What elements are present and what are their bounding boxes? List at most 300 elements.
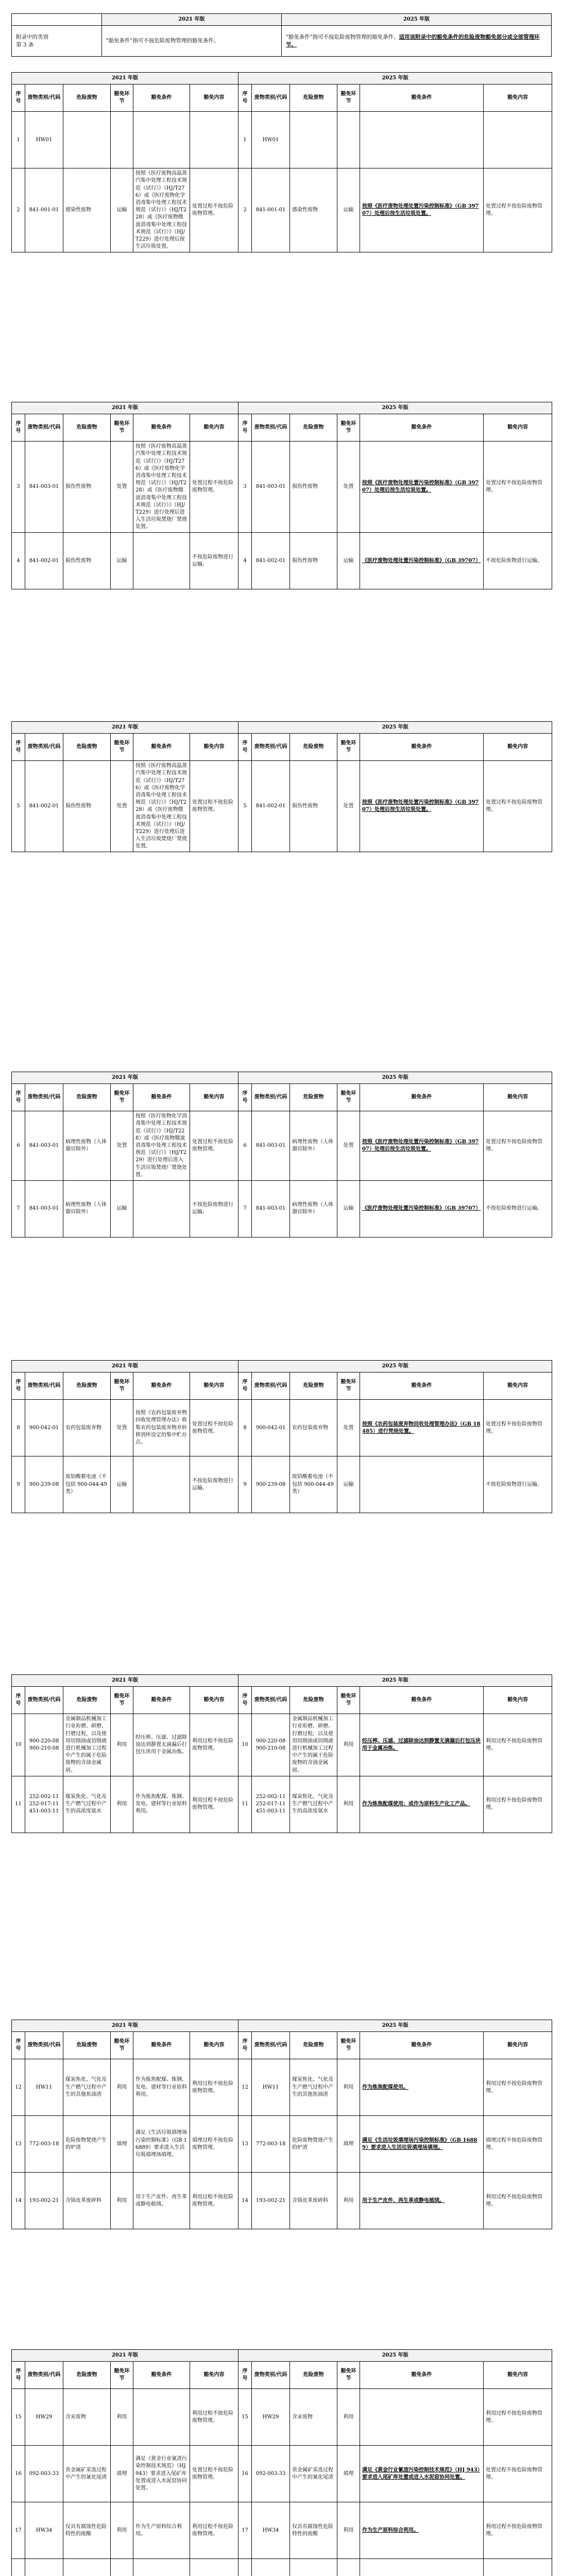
- cell-condition: 按照《医疗废物化学消毒集中处理工程技术规范（试行）》（HJ/T228）或《医疗废物微波消毒集中处理工程技术规范（试行）》（HJ/T229）进行处理后进入生活垃圾焚烧厂焚烧处置。: [133, 1111, 190, 1181]
- cell-condition: 用于生产皮件、再生革或静电植绒。: [133, 2173, 190, 2229]
- cell-stage-new: 运输: [337, 1180, 360, 1237]
- column-header: 豁免条件: [133, 1687, 190, 1714]
- cell-content: 利用过程不按危险废物管理。: [190, 2059, 238, 2116]
- cell-condition: 按照《医疗废物高温蒸汽集中处理工程技术规范（试行）》（HJ/T276）或《医疗废物化学消毒集中处理工程技术规范（试行）》（HJ/T228）或《医疗废物微波消毒集中处理工程技术规范（试行）》（HJ/T229）进行处理后按生活垃圾处置。: [133, 168, 190, 252]
- cell-condition-new: 按照《医疗废物处理处置污染控制标准》（GB 39707）处理后按生活垃圾处置。: [360, 761, 484, 852]
- cell-content: 不按危险废物进行运输。: [190, 1456, 238, 1513]
- table-row: [12, 168, 552, 252]
- cell-seq-new: 3: [238, 442, 252, 533]
- cell-stage: 运输: [111, 1456, 133, 1513]
- cell-seq: 7: [12, 1180, 25, 1237]
- column-header: 危险废物: [290, 1372, 337, 1400]
- cell-content: 填埋过程不按危险废物管理。: [190, 2116, 238, 2173]
- cell-code: 841-003-01: [25, 1111, 63, 1181]
- cell-stage: 利用: [111, 1714, 133, 1776]
- cell-condition: 按照《医疗废物高温蒸汽集中处理工程技术规范（试行）》（HJ/T276）或《医疗废物化学消毒集中处理工程技术规范（试行）》（HJ/T228）或《医疗废物微波消毒集中处理工程技术规范（试行）》（HJ/T229）进行处理后进入生活垃圾焚烧厂焚烧处置。: [133, 442, 190, 533]
- cell-content: 处置过程不按危险废物管理。: [190, 2446, 238, 2502]
- column-header: 废物类别/代码: [252, 2362, 290, 2389]
- cell-seq-new: 5: [238, 761, 252, 852]
- column-header: 危险废物: [63, 84, 111, 112]
- cell-code: HW34: [25, 2502, 63, 2559]
- cell-seq: 5: [12, 761, 25, 852]
- cell-condition: 作为炼焦配煤、炼钢、发电、建材等行业原料利用。: [133, 1776, 190, 1833]
- cell-waste-new: 含铬皮革废碎料: [290, 2173, 337, 2229]
- column-header: 豁免条件: [360, 734, 484, 761]
- year-header-row: [12, 2350, 552, 2362]
- column-header: 豁免环节: [111, 734, 133, 761]
- table-row: [12, 2446, 552, 2502]
- intro-table: [11, 13, 552, 57]
- cell-waste: 煤炭焦化、气化及生产燃气过程中产生的其他焦油渣: [63, 2059, 111, 2116]
- cell-waste-new: 废铅酸蓄电池（不包括 900-044-49 类）: [290, 1456, 337, 1513]
- year-right: 2025 年版: [238, 1361, 552, 1372]
- column-header: 豁免内容: [484, 1372, 552, 1400]
- year-header-row: [12, 14, 552, 26]
- table-row: [12, 1456, 552, 1513]
- cell-condition: 按照《医疗废物高温蒸汽集中处理工程技术规范（试行）》（HJ/T276）或《医疗废物化学消毒集中处理工程技术规范（试行）》（HJ/T228）或《医疗废物微波消毒集中处理工程技术规范（试行）》（HJ/T229）进行处理后进入生活垃圾焚烧厂焚烧处置。: [133, 761, 190, 852]
- cell-seq-new: 4: [238, 533, 252, 589]
- cell-content-new: 利用过程不按危险废物管理。: [484, 2389, 552, 2446]
- cell-condition: 经压榨、压滤、过滤除油达到静置无滴漏后打包压块用于金属冶炼。: [133, 1714, 190, 1776]
- cell-content: 利用过程不按危险废物管理。: [190, 2389, 238, 2446]
- column-header: 豁免条件: [133, 84, 190, 112]
- cell-seq-new: 8: [238, 1400, 252, 1456]
- column-header: 豁免条件: [360, 1084, 484, 1111]
- cell-condition-new: 经压榨、压滤、过滤除油达到静置无滴漏后打包压块用于金属冶炼。: [360, 1714, 484, 1776]
- column-header: 序号: [238, 1687, 252, 1714]
- cell-stage: 利用: [111, 2059, 133, 2116]
- intro-right-text: "豁免条件"指可不按危险废物管理的豁免条件。: [285, 33, 399, 40]
- cell-stage-new: 利用: [337, 1714, 360, 1776]
- column-header: 废物类别/代码: [252, 2032, 290, 2059]
- column-header: 豁免环节: [111, 2032, 133, 2059]
- cell-code: 900-239-08: [25, 1456, 63, 1513]
- column-header: 豁免条件: [133, 1372, 190, 1400]
- column-header: 豁免条件: [133, 734, 190, 761]
- column-header: 豁免环节: [337, 2362, 360, 2389]
- column-header: 豁免环节: [111, 414, 133, 442]
- column-header: 豁免环节: [337, 734, 360, 761]
- cell-stage-new: 处置: [337, 761, 360, 852]
- column-header: 废物类别/代码: [252, 414, 290, 442]
- cell-waste-new: 煤炭焦化、气化及生产燃气过程中产生的高浓度氨水: [290, 1776, 337, 1833]
- cell-seq: 12: [12, 2059, 25, 2116]
- cell-content-new: 不按危险废物进行运输。: [484, 1456, 552, 1513]
- cell-content: 处置过程不按危险废物管理。: [190, 442, 238, 533]
- cell-waste: 损伤性废物: [63, 442, 111, 533]
- cell-stage-new: 处置: [337, 1111, 360, 1181]
- table-row: [12, 2116, 552, 2173]
- intro-right: [281, 26, 551, 57]
- column-header: 序号: [12, 414, 25, 442]
- column-header: 豁免内容: [190, 84, 238, 112]
- cell-content: 利用过程不按危险废物管理。: [190, 1714, 238, 1776]
- cell-waste-new: 煤炭焦化、气化及生产燃气过程中产生的其他焦油渣: [290, 2059, 337, 2116]
- cell-waste: 贵金属矿采选过程中产生的氰化尾渣: [63, 2446, 111, 2502]
- intro-left-label: 附录中的类别 第 3 条: [12, 26, 102, 57]
- column-header: 危险废物: [63, 1372, 111, 1400]
- cell-code: 841-003-01: [25, 1180, 63, 1237]
- column-header: 豁免条件: [360, 414, 484, 442]
- cell-condition-new: 满足《生活垃圾填埋场污染控制标准》（GB 16889）要求进入生活垃圾填埋场填埋。: [360, 2116, 484, 2173]
- table-row: [12, 112, 552, 168]
- column-header: 危险废物: [290, 734, 337, 761]
- column-header: 废物类别/代码: [25, 2362, 63, 2389]
- column-header-row: [12, 2032, 552, 2059]
- column-header-row: [12, 734, 552, 761]
- cell-waste-new: [290, 112, 337, 168]
- cell-condition: 按照《农药包装废弃物回收处理管理办法》收集农药包装废弃物并转移到所设定的集中贮存点。: [133, 1400, 190, 1456]
- column-header: 豁免条件: [360, 1687, 484, 1714]
- table-row: [12, 442, 552, 533]
- table-row: [12, 2389, 552, 2446]
- exemption-table: [11, 1072, 552, 1238]
- column-header: 序号: [12, 734, 25, 761]
- cell-waste: 危险废物焚烧产生的炉渣: [63, 2116, 111, 2173]
- cell-stage: 利用: [111, 2389, 133, 2446]
- cell-condition: 作为炼焦配煤、炼钢、发电、建材等行业原料利用。: [133, 2059, 190, 2116]
- cell-code: 092-003-33: [25, 2446, 63, 2502]
- cell-condition-new: 作为炼焦配煤使用。: [360, 2059, 484, 2116]
- column-header: 豁免环节: [337, 1372, 360, 1400]
- column-header: 废物类别/代码: [25, 1084, 63, 1111]
- cell-content-new: 利用过程不按危险废物管理。: [484, 2502, 552, 2559]
- column-header: 豁免内容: [484, 734, 552, 761]
- cell-waste: 农药包装废弃物: [63, 1400, 111, 1456]
- column-header: 废物类别/代码: [25, 1372, 63, 1400]
- table-row: [12, 1776, 552, 1833]
- exemption-table: [11, 1674, 552, 1833]
- cell-code: 900-042-01: [25, 1400, 63, 1456]
- column-header: 豁免内容: [190, 734, 238, 761]
- column-header-row: [12, 2362, 552, 2389]
- cell-condition-new: 《医疗废物处理处置污染控制标准》（GB 39707）: [360, 1180, 484, 1237]
- cell-seq-new: 15: [238, 2389, 252, 2446]
- exemption-table: [11, 721, 552, 852]
- cell-content-new: [484, 112, 552, 168]
- exemption-table: [11, 402, 552, 589]
- column-header: 废物类别/代码: [25, 2032, 63, 2059]
- year-right: 2025 年版: [238, 73, 552, 84]
- cell-code-new: 193-002-21: [252, 2173, 290, 2229]
- column-header: 废物类别/代码: [252, 1687, 290, 1714]
- exemption-table: [11, 2349, 552, 2576]
- cell-condition: [133, 1456, 190, 1513]
- cell-waste-new: 病理性废物（人体器官除外）: [290, 1111, 337, 1181]
- cell-stage-new: 利用: [337, 2059, 360, 2116]
- cell-content: 利用过程不按危险废物管理。: [190, 1776, 238, 1833]
- cell-waste: 煤炭焦化、气化及生产燃气过程中产生的高浓度氨水: [63, 1776, 111, 1833]
- cell-content: 利用过程不按危险废物管理。: [190, 2173, 238, 2229]
- cell-stage: 填埋: [111, 2446, 133, 2502]
- cell-seq: 9: [12, 1456, 25, 1513]
- column-header: 危险废物: [63, 1687, 111, 1714]
- cell-content-new: 处置过程不按危险废物管理。: [484, 2446, 552, 2502]
- cell-condition: [133, 112, 190, 168]
- cell-stage-new: [337, 2559, 360, 2576]
- column-header: 废物类别/代码: [252, 1084, 290, 1111]
- year-header-row: [12, 1675, 552, 1687]
- column-header: 豁免环节: [111, 84, 133, 112]
- year-left-spacer: [12, 14, 102, 26]
- column-header: 豁免环节: [337, 1687, 360, 1714]
- column-header: 序号: [12, 1372, 25, 1400]
- table-row: [12, 2502, 552, 2559]
- cell-stage: 处置: [111, 442, 133, 533]
- cell-waste-new: 危险废物焚烧产生的炉渣: [290, 2116, 337, 2173]
- cell-waste: 金属制品机械加工行业珩磨、研磨、打磨过程，以及使用切削油或切削液进行机械加工过程中产生的属于危险废物的含油金属屑。: [63, 1714, 111, 1776]
- cell-stage: [111, 2559, 133, 2576]
- cell-waste-new: 仅具有腐蚀性危险特性的废酸: [290, 2502, 337, 2559]
- cell-code: 252-002-11 252-017-11 451-003-11: [25, 1776, 63, 1833]
- cell-code-new: 900-239-08: [252, 1456, 290, 1513]
- column-header: 豁免条件: [360, 84, 484, 112]
- column-header: 序号: [238, 1084, 252, 1111]
- cell-stage: 利用: [111, 2502, 133, 2559]
- column-header: 危险废物: [63, 2362, 111, 2389]
- cell-seq-new: 17: [238, 2502, 252, 2559]
- column-header: 豁免环节: [111, 1687, 133, 1714]
- column-header: 废物类别/代码: [25, 84, 63, 112]
- cell-content-new: 处置过程不按危险废物管理。: [484, 168, 552, 252]
- cell-stage: 利用: [111, 2173, 133, 2229]
- cell-code-new: 841-003-01: [252, 1180, 290, 1237]
- cell-waste: 含汞废物: [63, 2389, 111, 2446]
- cell-seq-new: 10: [238, 1714, 252, 1776]
- table-row: [12, 2173, 552, 2229]
- cell-code: [25, 2559, 63, 2576]
- cell-condition: [133, 1180, 190, 1237]
- cell-waste-new: 损伤性废物: [290, 533, 337, 589]
- cell-code-new: 841-002-01: [252, 761, 290, 852]
- cell-seq: 8: [12, 1400, 25, 1456]
- column-header: 废物类别/代码: [252, 84, 290, 112]
- cell-waste: [63, 112, 111, 168]
- cell-seq-new: [238, 2559, 252, 2576]
- cell-condition-new: 满足《黄金行业氰渣污染控制技术规范》（HJ 943）要求进入尾矿库处置或进入水泥窑协同处置。: [360, 2446, 484, 2502]
- cell-content-new: 处置过程不按危险废物管理。: [484, 442, 552, 533]
- column-header: 豁免内容: [190, 2032, 238, 2059]
- column-header: 序号: [12, 2362, 25, 2389]
- cell-code-new: 252-002-11 252-017-11 451-003-11: [252, 1776, 290, 1833]
- column-header: 豁免内容: [484, 2362, 552, 2389]
- column-header: 危险废物: [290, 84, 337, 112]
- cell-waste: 损伤性废物: [63, 761, 111, 852]
- column-header: 序号: [238, 2032, 252, 2059]
- cell-waste-new: 感染性废物: [290, 168, 337, 252]
- cell-stage: 运输: [111, 1180, 133, 1237]
- cell-waste-new: 含汞废物: [290, 2389, 337, 2446]
- year-right: 2025 年版: [281, 14, 551, 26]
- cell-code-new: HW34: [252, 2502, 290, 2559]
- column-header: 豁免内容: [190, 414, 238, 442]
- exemption-table: [11, 2020, 552, 2229]
- cell-waste-new: 金属制品机械加工行业珩磨、研磨、打磨过程，以及使用切削油或切削液进行机械加工过程中产生的属于危险废物的含油金属屑。: [290, 1714, 337, 1776]
- column-header: 豁免内容: [190, 1687, 238, 1714]
- cell-code: HW11: [25, 2059, 63, 2116]
- cell-code: 841-002-01: [25, 533, 63, 589]
- cell-waste-new: 病理性废物（人体器官除外）: [290, 1180, 337, 1237]
- cell-seq-new: 1: [238, 112, 252, 168]
- cell-seq-new: 14: [238, 2173, 252, 2229]
- cell-content-new: 不按危险废物进行运输。: [484, 1180, 552, 1237]
- cell-code-new: HW01: [252, 112, 290, 168]
- cell-waste: 仅具有腐蚀性危险特性的废酸: [63, 2502, 111, 2559]
- cell-condition: [133, 2559, 190, 2576]
- intro-right-highlight: 适用该附录中的豁免条件的危险废物豁免部分或全部管理环节。: [285, 33, 540, 48]
- cell-condition: 满足《黄金行业氰渣污染控制技术规范》（HJ 943）要求进入尾矿库处置或进入水泥窑协同处置。: [133, 2446, 190, 2502]
- year-left: 2021 年版: [12, 2350, 238, 2362]
- table-row: [12, 1400, 552, 1456]
- cell-waste-new: 农药包装废弃物: [290, 1400, 337, 1456]
- year-right: 2025 年版: [238, 402, 552, 414]
- year-right: 2025 年版: [238, 722, 552, 734]
- column-header: 豁免环节: [111, 2362, 133, 2389]
- year-left: 2021 年版: [12, 73, 238, 84]
- cell-content-new: 处置过程不按危险废物管理。: [484, 761, 552, 852]
- intro-left-text: "豁免条件"指可不按危险废物管理的豁免条件。: [101, 26, 281, 57]
- cell-stage-new: 运输: [337, 533, 360, 589]
- cell-waste: 损伤性废物: [63, 533, 111, 589]
- column-header-row: [12, 1687, 552, 1714]
- table-row: [12, 761, 552, 852]
- column-header: 豁免环节: [337, 1084, 360, 1111]
- cell-waste: 感染性废物: [63, 168, 111, 252]
- cell-code-new: 092-003-33: [252, 2446, 290, 2502]
- column-header: 废物类别/代码: [25, 414, 63, 442]
- column-header-row: [12, 1372, 552, 1400]
- cell-content-new: 利用过程不按危险废物管理。: [484, 2173, 552, 2229]
- year-left: 2021 年版: [12, 1072, 238, 1084]
- column-header: 危险废物: [63, 1084, 111, 1111]
- cell-content: 不按危险废物进行运输。: [190, 1180, 238, 1237]
- cell-condition-new: 作为生产原料综合利用。: [360, 2502, 484, 2559]
- cell-code-new: 841-003-01: [252, 1111, 290, 1181]
- cell-waste-new: 贵金属矿采选过程中产生的氰化尾渣: [290, 2446, 337, 2502]
- cell-condition-new: 作为炼焦配煤使用；或作为原料生产化工产品。: [360, 1776, 484, 1833]
- cell-condition-new: 按照《农药包装废弃物回收处理管理办法》（GB 18485）进行焚烧处置。: [360, 1400, 484, 1456]
- cell-code-new: HW11: [252, 2059, 290, 2116]
- cell-content: 处置过程不按危险废物管理。: [190, 168, 238, 252]
- cell-seq-new: 12: [238, 2059, 252, 2116]
- cell-waste-new: [290, 2559, 337, 2576]
- cell-seq: 2: [12, 168, 25, 252]
- cell-stage-new: 处置: [337, 1400, 360, 1456]
- column-header: 豁免环节: [111, 1084, 133, 1111]
- cell-seq-new: 13: [238, 2116, 252, 2173]
- cell-content: 处置过程不按危险废物管理。: [190, 1400, 238, 1456]
- year-header-row: [12, 1072, 552, 1084]
- cell-content-new: 填埋过程不按危险废物管理。: [484, 2116, 552, 2173]
- year-left: 2021 年版: [12, 722, 238, 734]
- column-header: 豁免内容: [190, 2362, 238, 2389]
- cell-content: 利用过程不按危险废物管理。: [190, 2502, 238, 2559]
- year-right: 2025 年版: [238, 2350, 552, 2362]
- column-header: 废物类别/代码: [25, 734, 63, 761]
- cell-seq-new: 2: [238, 168, 252, 252]
- cell-code: HW01: [25, 112, 63, 168]
- cell-waste-new: 损伤性废物: [290, 761, 337, 852]
- cell-stage: 运输: [111, 533, 133, 589]
- column-header: 序号: [238, 84, 252, 112]
- cell-waste: 病理性废物（人体器官除外）: [63, 1180, 111, 1237]
- column-header: 序号: [238, 2362, 252, 2389]
- cell-seq: 15: [12, 2389, 25, 2446]
- cell-seq-new: 11: [238, 1776, 252, 1833]
- cell-seq: 13: [12, 2116, 25, 2173]
- cell-seq: [12, 2559, 25, 2576]
- cell-waste: [63, 2559, 111, 2576]
- year-header-row: [12, 2020, 552, 2032]
- cell-content: 处置过程不按危险废物管理。: [190, 761, 238, 852]
- column-header: 危险废物: [290, 1084, 337, 1111]
- cell-condition-new: [360, 2389, 484, 2446]
- cell-seq: 6: [12, 1111, 25, 1181]
- column-header: 豁免条件: [360, 2032, 484, 2059]
- cell-seq-new: 7: [238, 1180, 252, 1237]
- cell-waste: 废铅酸蓄电池（不包括 900-044-49 类）: [63, 1456, 111, 1513]
- column-header: 豁免条件: [133, 2362, 190, 2389]
- cell-code-new: 900-042-01: [252, 1400, 290, 1456]
- cell-condition: 作为生产原料综合利用。: [133, 2502, 190, 2559]
- cell-code: 193-002-21: [25, 2173, 63, 2229]
- cell-content-new: 处置过程不按危险废物管理。: [484, 1111, 552, 1181]
- year-left: 2021 年版: [12, 1361, 238, 1372]
- cell-stage: 处置: [111, 1111, 133, 1181]
- cell-stage-new: 处置: [337, 442, 360, 533]
- exemption-table: [11, 72, 552, 252]
- cell-condition-new: 《医疗废物处理处置污染控制标准》（GB 39707）: [360, 533, 484, 589]
- year-header-row: [12, 1361, 552, 1372]
- cell-stage-new: 利用: [337, 2173, 360, 2229]
- cell-waste: 含铬皮革废碎料: [63, 2173, 111, 2229]
- column-header: 废物类别/代码: [252, 734, 290, 761]
- column-header: 危险废物: [63, 734, 111, 761]
- year-header-row: [12, 73, 552, 84]
- cell-stage-new: 运输: [337, 168, 360, 252]
- year-header-row: [12, 722, 552, 734]
- cell-code-new: 900-220-08 900-210-08: [252, 1714, 290, 1776]
- cell-condition-new: 用于生产皮件、再生革或静电植绒。: [360, 2173, 484, 2229]
- cell-stage-new: 利用: [337, 1776, 360, 1833]
- column-header: 危险废物: [290, 2032, 337, 2059]
- column-header: 序号: [12, 84, 25, 112]
- column-header: 豁免内容: [484, 1687, 552, 1714]
- cell-stage: 利用: [111, 1776, 133, 1833]
- year-left: 2021 年版: [101, 14, 281, 26]
- cell-content-new: 不按危险废物进行运输。: [484, 533, 552, 589]
- column-header-row: [12, 1084, 552, 1111]
- cell-condition-new: [360, 1456, 484, 1513]
- column-header: 序号: [12, 1687, 25, 1714]
- column-header: 豁免内容: [484, 84, 552, 112]
- cell-seq: 4: [12, 533, 25, 589]
- cell-condition-new: [360, 2559, 484, 2576]
- cell-code: 841-002-01: [25, 761, 63, 852]
- cell-content: [190, 112, 238, 168]
- cell-stage: [111, 112, 133, 168]
- column-header: 豁免内容: [190, 1372, 238, 1400]
- column-header: 豁免内容: [190, 1084, 238, 1111]
- column-header: 废物类别/代码: [252, 1372, 290, 1400]
- year-left: 2021 年版: [12, 402, 238, 414]
- exemption-table: [11, 1360, 552, 1513]
- cell-condition: 满足《生活垃圾填埋场污染控制标准》（GB 16889）要求进入生活垃圾填埋场填埋。: [133, 2116, 190, 2173]
- year-right: 2025 年版: [238, 1675, 552, 1687]
- column-header: 序号: [12, 1084, 25, 1111]
- cell-stage: 运输: [111, 168, 133, 252]
- cell-condition: [133, 2389, 190, 2446]
